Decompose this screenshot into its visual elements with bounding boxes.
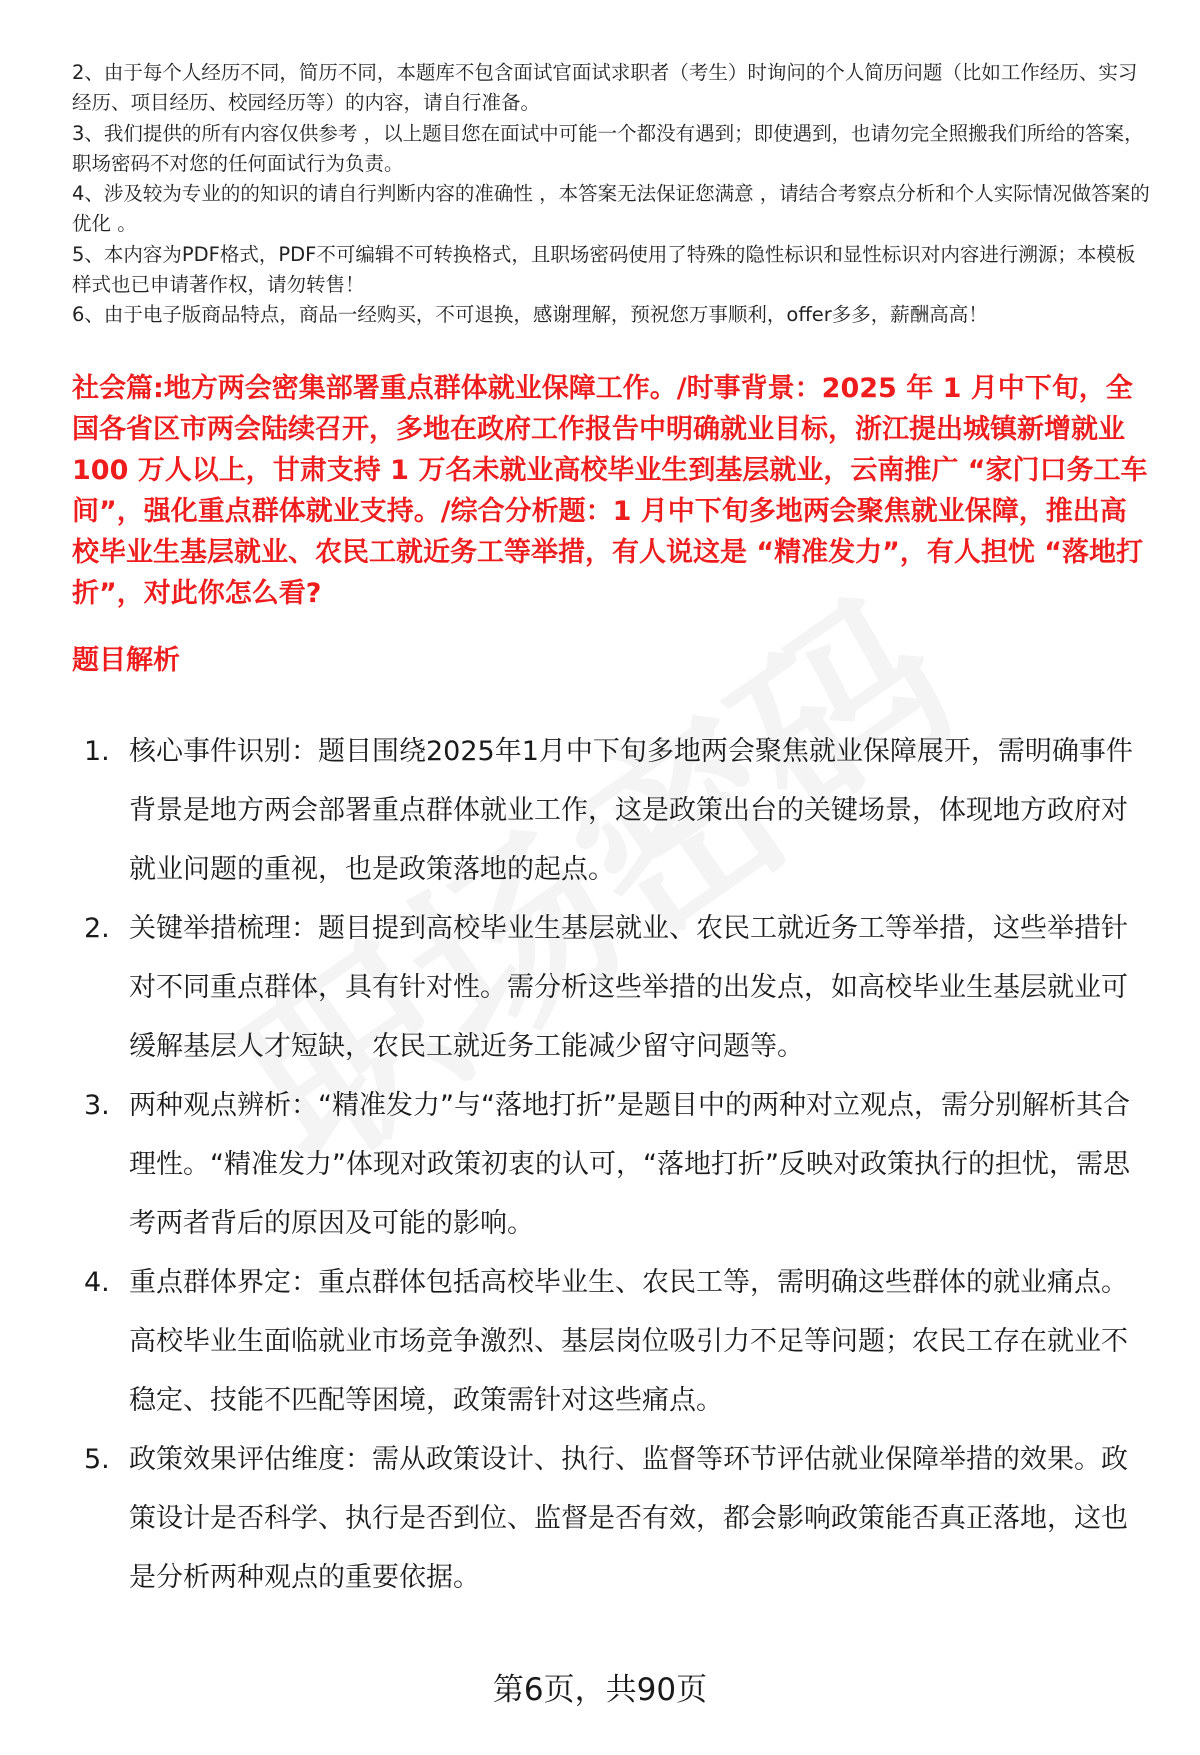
analysis-list: [72, 722, 1152, 1607]
list-item: [72, 1430, 1152, 1607]
note-item: 4、涉及较为专业的的知识的请自行判断内容的准确性 ，本答案无法保证您满意 ，请结合考察点分析和个人实际情况做答案的优化 。: [72, 182, 1150, 236]
question-heading: 社会篇:地方两会密集部署重点群体就业保障工作。/时事背景：2025 年 1 月中下旬，全国各省区市两会陆续召开，多地在政府工作报告中明确就业目标，浙江提出城镇新增就业 100 万人以上，甘肃支持 1 万名未就业高校毕业生到基层就业，云南推广 “家门口务工车间”，强化重点群体就业支持。/综合分析题：1 月中下旬多地两会聚焦就业保障，推出高校毕业生基层就业、农民工就近务工等举措，有人说这是 “精准发力”，有人担忧 “落地打折”，对此你怎么看?: [72, 373, 1148, 609]
note-item: 6、由于电子版商品特点，商品一经购买，不可退换，感谢理解，预祝您万事顺利，offer多多，薪酬高高！: [72, 303, 988, 327]
page-number: 第6页，共90页: [492, 1672, 708, 1708]
list-text: 政策效果评估维度：需从政策设计、执行、监督等环节评估就业保障举措的效果。政策设计是否科学、执行是否到位、监督是否有效，都会影响政策能否真正落地，这也是分析两种观点的重要依据。: [129, 1444, 1128, 1593]
disclaimer-notes: [72, 58, 1152, 331]
note-item: 3、我们提供的所有内容仅供参考 ，以上题目您在面试中可能一个都没有遇到；即使遇到，也请勿完全照搬我们所给的答案，职场密码不对您的任何面试行为负责。: [72, 121, 1144, 175]
list-item: [72, 899, 1152, 1076]
list-number: 3.: [84, 1090, 110, 1121]
list-item: [72, 722, 1152, 899]
list-number: 5.: [84, 1444, 110, 1475]
list-number: 1.: [84, 736, 110, 767]
list-text: 关键举措梳理：题目提到高校毕业生基层就业、农民工就近务工等举措，这些举措针对不同重点群体，具有针对性。需分析这些举措的出发点，如高校毕业生基层就业可缓解基层人才短缺，农民工就近务工能减少留守问题等。: [129, 913, 1128, 1062]
list-text: 两种观点辨析：“精准发力”与“落地打折”是题目中的两种对立观点，需分别解析其合理性。“精准发力”体现对政策初衷的认可，“落地打折”反映对政策执行的担忧，需思考两者背后的原因及可能的影响。: [129, 1090, 1130, 1239]
list-item: [72, 1076, 1152, 1253]
analysis-title: 题目解析: [72, 645, 180, 676]
list-text: 重点群体界定：重点群体包括高校毕业生、农民工等，需明确这些群体的就业痛点。高校毕业生面临就业市场竞争激烈、基层岗位吸引力不足等问题；农民工存在就业不稳定、技能不匹配等困境，政策需针对这些痛点。: [129, 1267, 1128, 1416]
list-number: 4.: [84, 1267, 110, 1298]
list-number: 2.: [84, 913, 110, 944]
list-text: 核心事件识别：题目围绕2025年1月中下旬多地两会聚焦就业保障展开，需明确事件背景是地方两会部署重点群体就业工作，这是政策出台的关键场景，体现地方政府对就业问题的重视，也是政策落地的起点。: [129, 736, 1133, 885]
note-item: 5、本内容为PDF格式，PDF不可编辑不可转换格式，且职场密码使用了特殊的隐性标识和显性标识对内容进行溯源；本模板样式也已申请著作权，请勿转售！: [72, 242, 1136, 297]
list-item: [72, 1253, 1152, 1430]
note-item: 2、由于每个人经历不同，简历不同，本题库不包含面试官面试求职者（考生）时询问的个人简历问题（比如工作经历、实习经历、项目经历、校园经历等）的内容，请自行准备。: [72, 61, 1138, 115]
